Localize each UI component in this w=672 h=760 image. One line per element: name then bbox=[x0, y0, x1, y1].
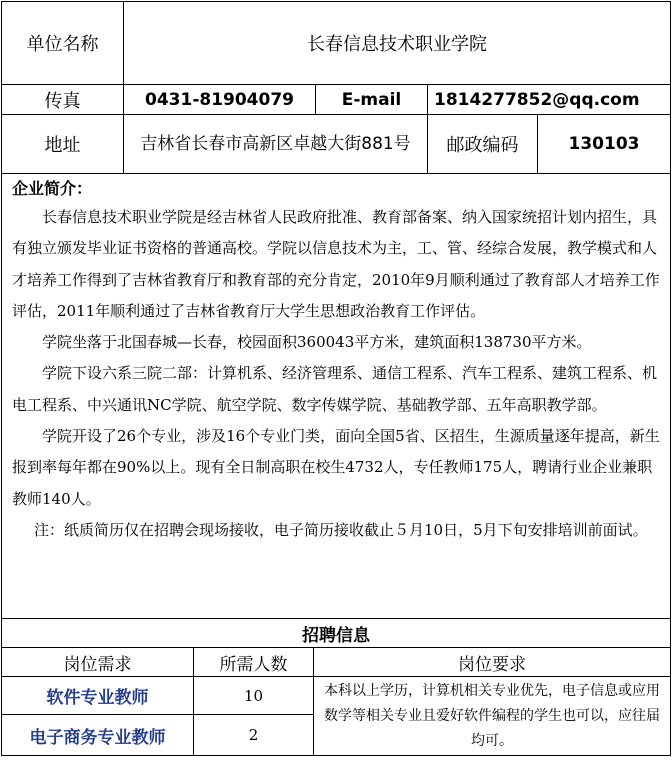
job-position: 电子商务专业教师 bbox=[1, 714, 194, 756]
address-label: 地址 bbox=[1, 114, 124, 174]
intro-paragraph: 学院开设了26个专业，涉及16个专业门类，面向全国5省、区招生，生源质量逐年提高，新生报到率每年都在90%以上。现有全日制高职在校生4732人，专任教师175人，聘请行业企业兼职教师140人。 bbox=[12, 427, 660, 508]
email-label: E-mail bbox=[315, 84, 428, 115]
address-value: 吉林省长春市高新区卓越大街881号 bbox=[123, 114, 428, 174]
job-requirements: 本科以上学历，计算机相关专业优先，电子信息或应用数学等相关专业且爱好软件编程的学生也可以，应往届均可。 bbox=[313, 676, 671, 756]
col-requirements-header: 岗位要求 bbox=[313, 647, 671, 677]
job-count: 2 bbox=[193, 714, 314, 756]
job-count: 10 bbox=[193, 676, 314, 715]
email-value: 1814277852@qq.com bbox=[427, 84, 671, 115]
job-position: 软件专业教师 bbox=[1, 676, 194, 715]
company-intro bbox=[1, 173, 671, 619]
recruit-title: 招聘信息 bbox=[1, 618, 671, 648]
org-name-label: 单位名称 bbox=[1, 1, 124, 85]
postcode-value: 130103 bbox=[537, 114, 671, 174]
intro-paragraph: 学院下设六系三院二部：计算机系、经济管理系、通信工程系、汽车工程系、建筑工程系、机电工程系、中兴通讯NC学院、航空学院、数字传媒学院、基础教学部、五年高职教学部。 bbox=[12, 364, 658, 414]
col-position-header: 岗位需求 bbox=[1, 647, 194, 677]
col-count-header: 所需人数 bbox=[193, 647, 314, 677]
intro-paragraph: 学院坐落于北国春城—长春，校园面积360043平方米，建筑面积138730平方米。 bbox=[42, 333, 592, 352]
fax-label: 传真 bbox=[1, 84, 124, 115]
intro-heading: 企业简介： bbox=[12, 179, 93, 198]
postcode-label: 邮政编码 bbox=[427, 114, 538, 174]
org-name-value: 长春信息技术职业学院 bbox=[123, 1, 671, 85]
intro-paragraph: 长春信息技术职业学院是经吉林省人民政府批准、教育部备案、纳入国家统招计划内招生，具有独立颁发毕业证书资格的普通高校。学院以信息技术为主，工、管、经综合发展，教学模式和人才培养工作得到了吉林省教育厅和教育部的充分肯定，2010年9月顺利通过了教育部人才培养工作评估，2011年顺利通过了吉林省教育厅大学生思想政治教育工作评估。 bbox=[12, 208, 660, 320]
fax-value: 0431-81904079 bbox=[123, 84, 316, 115]
intro-note: 注：纸质简历仅在招聘会现场接收，电子简历接收截止５月10日，5月下旬安排培训前面试。 bbox=[34, 520, 648, 539]
